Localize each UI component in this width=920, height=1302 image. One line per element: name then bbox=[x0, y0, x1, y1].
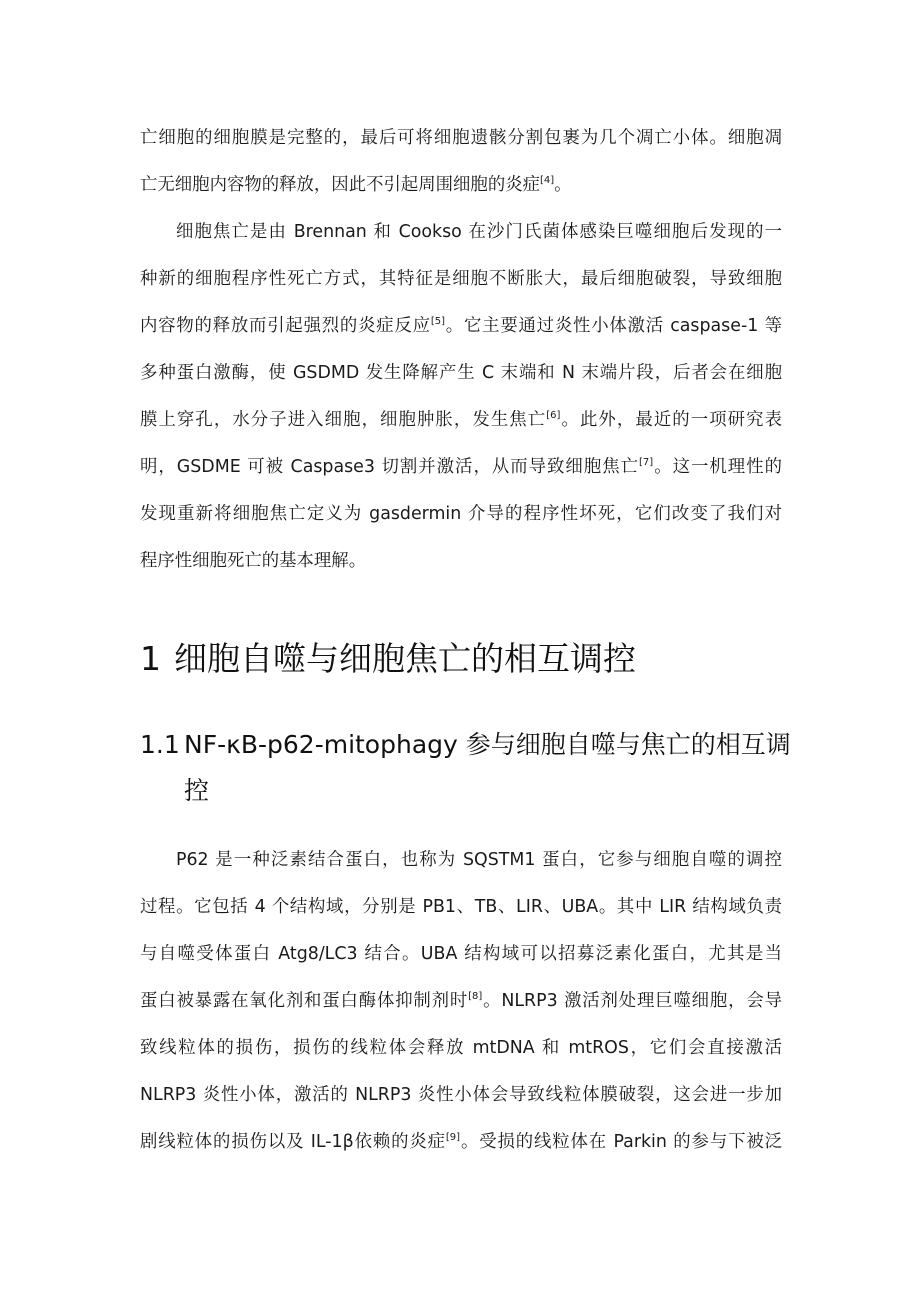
text-line: P62 是一种泛素结合蛋白，也称为 SQSTM1 蛋白，它参与细胞自噬的调控 bbox=[176, 850, 782, 870]
text-line: NLRP3 炎性小体，激活的 NLRP3 炎性小体会导致线粒体膜破裂，这会进一步加 bbox=[140, 1085, 782, 1105]
text-line: 种新的细胞程序性死亡方式，其特征是细胞不断胀大，最后细胞破裂，导致细胞 bbox=[140, 269, 782, 289]
text-line: 剧线粒体的损伤以及 IL-1β依赖的炎症[9]。受损的线粒体在 Parkin 的参与下被泛 bbox=[140, 1132, 782, 1152]
subsection-title-continued: 控 bbox=[184, 776, 210, 805]
section-heading-1 bbox=[140, 636, 636, 682]
paragraph-p62 bbox=[140, 837, 782, 1166]
text-line: 内容物的释放而引起强烈的炎症反应[5]。它主要通过炎性小体激活 caspase-1 等 bbox=[140, 316, 782, 336]
citation-ref: [7] bbox=[639, 457, 654, 469]
citation-ref: [8] bbox=[468, 991, 483, 1003]
text-line: 膜上穿孔，水分子进入细胞，细胞肿胀，发生焦亡[6]。此外，最近的一项研究表 bbox=[140, 410, 782, 430]
subsection-heading-1-1 bbox=[140, 722, 791, 814]
text-line: 多种蛋白激酶，使 GSDMD 发生降解产生 C 末端和 N 末端片段，后者会在细胞 bbox=[140, 363, 782, 383]
section-number: 1 bbox=[140, 639, 161, 678]
text-line: 过程。它包括 4 个结构域，分别是 PB1、TB、LIR、UBA。其中 LIR 结构域负责 bbox=[140, 897, 782, 917]
text-line: 明，GSDME 可被 Caspase3 切割并激活，从而导致细胞焦亡[7]。这一机理性的 bbox=[140, 457, 782, 477]
subsection-title: NF-κB-p62-mitophagy 参与细胞自噬与焦亡的相互调 bbox=[184, 730, 791, 759]
citation-ref: [4] bbox=[540, 175, 555, 187]
section-title: 细胞自噬与细胞焦亡的相互调控 bbox=[174, 639, 636, 678]
text-line: 与自噬受体蛋白 Atg8/LC3 结合。UBA 结构域可以招募泛素化蛋白，尤其是当 bbox=[140, 944, 782, 964]
subsection-number: 1.1 bbox=[140, 730, 180, 759]
citation-ref: [5] bbox=[430, 316, 445, 328]
paragraph-apoptosis-continued bbox=[140, 115, 782, 209]
text-line: 蛋白被暴露在氧化剂和蛋白酶体抑制剂时[8]。NLRP3 激活剂处理巨噬细胞，会导 bbox=[140, 991, 782, 1011]
text-line: 亡无细胞内容物的释放，因此不引起周围细胞的炎症[4]。 bbox=[140, 175, 572, 195]
text-line: 程序性细胞死亡的基本理解。 bbox=[140, 551, 367, 571]
text-line: 细胞焦亡是由 Brennan 和 Cookso 在沙门氏菌体感染巨噬细胞后发现的一 bbox=[176, 222, 782, 242]
text-line: 亡细胞的细胞膜是完整的，最后可将细胞遗骸分割包裹为几个凋亡小体。细胞凋 bbox=[140, 128, 782, 148]
citation-ref: [9] bbox=[445, 1132, 461, 1144]
paragraph-pyroptosis-intro bbox=[140, 209, 782, 585]
text-line: 发现重新将细胞焦亡定义为 gasdermin 介导的程序性坏死，它们改变了我们对 bbox=[140, 504, 782, 524]
citation-ref: [6] bbox=[546, 410, 561, 422]
text-line: 致线粒体的损伤，损伤的线粒体会释放 mtDNA 和 mtROS，它们会直接激活 bbox=[140, 1038, 782, 1058]
